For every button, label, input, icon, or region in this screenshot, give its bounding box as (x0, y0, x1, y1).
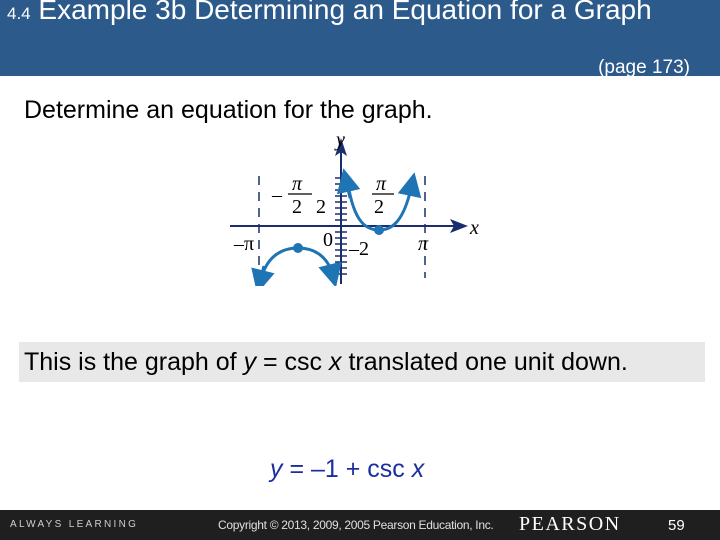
section-number: 4.4 (7, 4, 31, 23)
minus-sign-left: – (272, 184, 282, 206)
answer-var-x: x (329, 348, 342, 376)
slide-number: 59 (668, 517, 685, 534)
pi-label: π (418, 233, 429, 255)
slide-title (7, 0, 707, 29)
pi-label-top-right: π (376, 173, 387, 195)
title-text: Example 3b Determining an Equation for a Graph (38, 0, 652, 25)
two-label-left-a: 2 (292, 196, 302, 218)
y-axis-label: y (336, 129, 345, 151)
pearson-logo: PEARSON (519, 513, 621, 535)
answer-var-y: y (243, 348, 257, 376)
page-reference: (page 173) (598, 57, 690, 78)
two-label-left-b: 2 (316, 196, 326, 218)
answer-box (19, 342, 705, 382)
pi-label-top-left: π (292, 173, 303, 195)
prompt-text: Determine an equation for the graph. (24, 96, 433, 124)
two-label-right: 2 (374, 196, 384, 218)
neg-two-label: –2 (349, 238, 369, 260)
footer-copyright: Copyright © 2013, 2009, 2005 Pearson Education, Inc. (218, 518, 494, 532)
graph-figure (226, 126, 486, 286)
x-axis-label: x (470, 217, 479, 239)
answer-text (24, 347, 628, 377)
point-minimum (374, 225, 384, 235)
footer-tagline: ALWAYS LEARNING (10, 519, 139, 530)
equation-var-y: y (270, 455, 283, 483)
curve-lower-left-arrow (260, 266, 264, 282)
zero-label: 0 (323, 229, 333, 251)
equation (270, 454, 424, 484)
footer-bar (0, 510, 720, 540)
equation-mid: = –1 + csc (282, 455, 412, 483)
header-bar (0, 0, 720, 76)
answer-mid: = csc (256, 348, 329, 376)
answer-after: translated one unit down. (341, 348, 628, 376)
point-maximum (293, 243, 303, 253)
equation-var-x: x (411, 455, 425, 483)
neg-pi-label: –π (234, 233, 255, 255)
answer-before: This is the graph of (24, 348, 244, 376)
